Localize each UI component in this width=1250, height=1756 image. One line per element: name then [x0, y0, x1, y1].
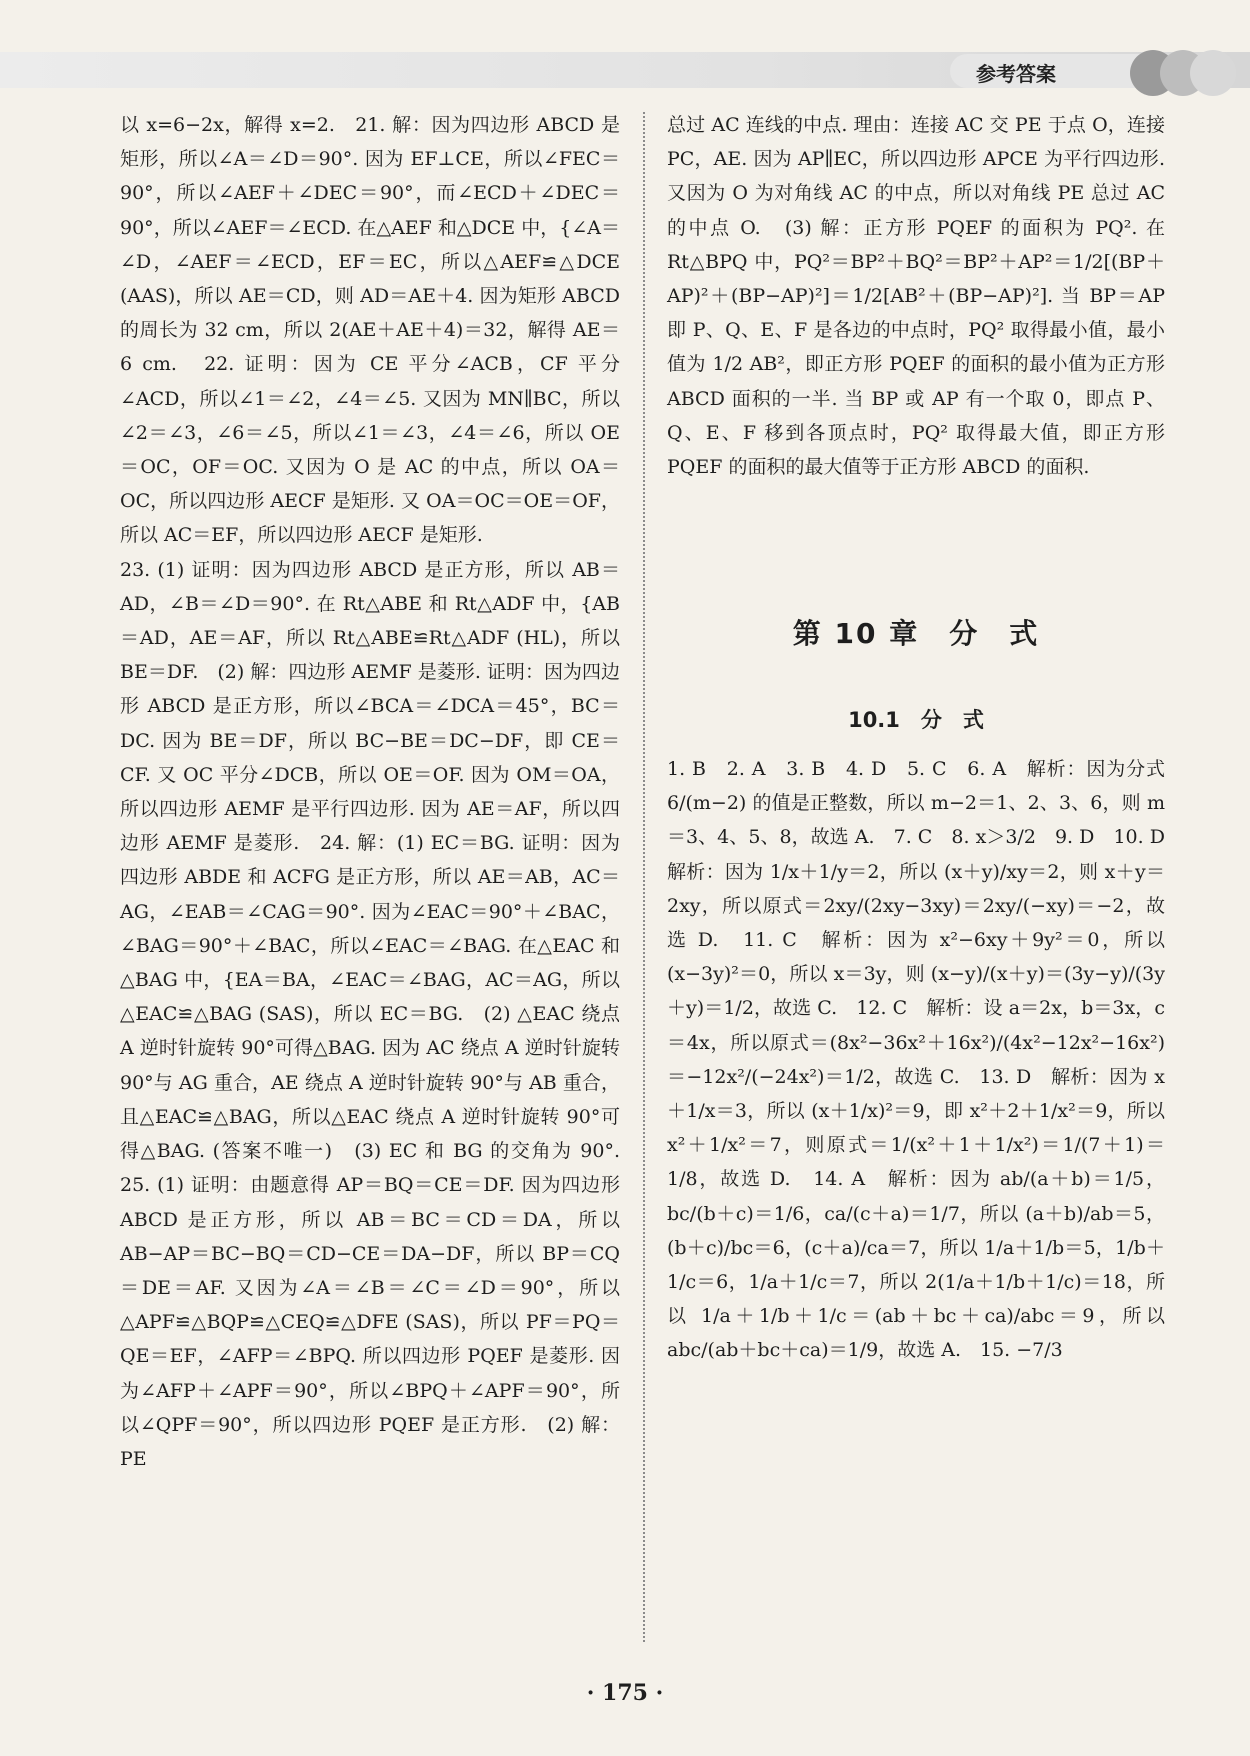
section-title: 10.1 分 式	[848, 708, 984, 732]
answer-block: 总过 AC 连线的中点. 理由：连接 AC 交 PE 于点 O，连接 PC，AE. 因为 AP∥EC，所以四边形 APCE 为平行四边形. 又因为 O 为对角线 AC 的中点，所以对角线 PE 总过 AC 的中点 O. (3) 解：正方形 PQEF 的面积为 PQ². 在 Rt△BPQ 中，PQ²＝BP²＋BQ²＝BP²＋AP²＝1/2[(BP＋AP)²＋(BP−AP)²]＝1/2[AB²＋(BP−AP)²]. 当 BP＝AP 即 P、Q、E、F 是各边的中点时，PQ² 取得最小值，最小值为 1/2 AB²，即正方形 PQEF 的面积的最小值为正方形 ABCD 面积的一半. 当 BP 或 AP 有一个取 0，即点 P、Q、E、F 移到各顶点时，PQ² 取得最大值，即正方形 PQEF 的面积的最大值等于正方形 ABCD 的面积.	[667, 114, 1165, 479]
answer-block: 23. (1) 证明：因为四边形 ABCD 是正方形，所以 AB＝AD，∠B＝∠D＝90°. 在 Rt△ABE 和 Rt△ADF 中，{AB＝AD，AE＝AF，所以 Rt△ABE≌Rt△ADF (HL)，所以 BE＝DF. (2) 解：四边形 AEMF 是菱形. 证明：因为四边形 ABCD 是正方形，所以∠BCA＝∠DCA＝45°，BC＝DC. 因为 BE＝DF，所以 BC−BE＝DC−DF，即 CE＝CF. 又 OC 平分∠DCB，所以 OE＝OF. 因为 OM＝OA，所以四边形 AEMF 是平行四边形. 因为 AE＝AF，所以四边形 AEMF 是菱形. 24. 解：(1) EC＝BG. 证明：因为四边形 ABDE 和 ACFG 是正方形，所以 AE＝AB，AC＝AG，∠EAB＝∠CAG＝90°. 因为∠EAC＝90°＋∠BAC，∠BAG＝90°＋∠BAC，所以∠EAC＝∠BAG. 在△EAC 和△BAG 中，{EA＝BA，∠EAC＝∠BAG，AC＝AG，所以△EAC≌△BAG (SAS)，所以 EC＝BG. (2) △EAC 绕点 A 逆时针旋转 90°可得△BAG. 因为 AC 绕点 A 逆时针旋转 90°与 AG 重合，AE 绕点 A 逆时针旋转 90°与 AB 重合，且△EAC≌△BAG，所以△EAC 绕点 A 逆时针旋转 90°可得△BAG. (答案不唯一) (3) EC 和 BG 的交角为 90°. 25. (1) 证明：由题意得 AP＝BQ＝CE＝DF. 因为四边形 ABCD 是正方形，所以 AB＝BC＝CD＝DA，所以 AB−AP＝BC−BQ＝CD−CE＝DA−DF，所以 BP＝CQ＝DE＝AF. 又因为∠A＝∠B＝∠C＝∠D＝90°，所以△APF≌△BQP≌△CEQ≌△DFE (SAS)，所以 PF＝PQ＝QE＝EF，∠AFP＝∠BPQ. 所以四边形 PQEF 是菱形. 因为∠AFP＋∠APF＝90°，所以∠BPQ＋∠APF＝90°，所以∠QPF＝90°，所以四边形 PQEF 是正方形. (2) 解：PE	[120, 558, 640, 1470]
header-decoration	[1190, 50, 1236, 96]
answer-block: 1. B 2. A 3. B 4. D 5. C 6. A 解析：因为分式 6/(m−2) 的值是正整数，所以 m−2＝1、2、3、6，则 m＝3、4、5、8，故选 A. 7. C 8. x＞3/2 9. D 10. D 解析：因为 1/x＋1/y＝2，所以 (x＋y)/xy＝2，则 x＋y＝2xy，所以原式＝2xy/(2xy−3xy)＝2xy/(−xy)＝−2，故选 D. 11. C 解析：因为 x²−6xy＋9y²＝0，所以 (x−3y)²＝0，所以 x＝3y，则 (x−y)/(x＋y)＝(3y−y)/(3y＋y)＝1/2，故选 C. 12. C 解析：设 a＝2x，b＝3x，c＝4x，所以原式＝(8x²−36x²＋16x²)/(4x²−12x²−16x²)＝−12x²/(−24x²)＝1/2，故选 C. 13. D 解析：因为 x＋1/x＝3，所以 (x＋1/x)²＝9，即 x²＋2＋1/x²＝9，所以 x²＋1/x²＝7，则原式＝1/(x²＋1＋1/x²)＝1/(7＋1)＝1/8，故选 D. 14. A 解析：因为 ab/(a＋b)＝1/5，bc/(b＋c)＝1/6，ca/(c＋a)＝1/7，所以 (a＋b)/ab＝5，(b＋c)/bc＝6，(c＋a)/ca＝7，所以 1/a＋1/b＝5，1/b＋1/c＝6，1/a＋1/c＝7，所以 2(1/a＋1/b＋1/c)＝18，所以 1/a＋1/b＋1/c＝(ab＋bc＋ca)/abc＝9，所以 abc/(ab＋bc＋ca)＝1/9，故选 A. 15. −7/3	[667, 758, 1185, 1362]
right-column-answers	[667, 752, 1185, 1368]
page-number: · 175 ·	[586, 1680, 664, 1706]
header-label: 参考答案	[976, 62, 1056, 86]
column-divider	[643, 112, 645, 1642]
right-column-top	[667, 108, 1165, 484]
answer-block: 以 x=6−2x，解得 x=2. 21. 解：因为四边形 ABCD 是矩形，所以∠A＝∠D＝90°. 因为 EF⊥CE，所以∠FEC＝90°，所以∠AEF＋∠DEC＝90°，而∠ECD＋∠DEC＝90°，所以∠AEF＝∠ECD. 在△AEF 和△DCE 中，{∠A＝∠D，∠AEF＝∠ECD，EF＝EC，所以△AEF≌△DCE (AAS)，所以 AE＝CD，则 AD＝AE＋4. 因为矩形 ABCD 的周长为 32 cm，所以 2(AE＋AE＋4)＝32，解得 AE＝6 cm. 22. 证明：因为 CE 平分∠ACB，CF 平分∠ACD，所以∠1＝∠2，∠4＝∠5. 又因为 MN∥BC，所以∠2＝∠3，∠6＝∠5，所以∠1＝∠3，∠4＝∠6，所以 OE＝OC，OF＝OC. 又因为 O 是 AC 的中点，所以 OA＝OC，所以四边形 AECF 是矩形. 又 OA＝OC＝OE＝OF，所以 AC＝EF，所以四边形 AECF 是矩形.	[120, 114, 620, 547]
chapter-title: 第 10 章 分 式	[792, 617, 1040, 650]
left-column	[120, 108, 640, 1476]
